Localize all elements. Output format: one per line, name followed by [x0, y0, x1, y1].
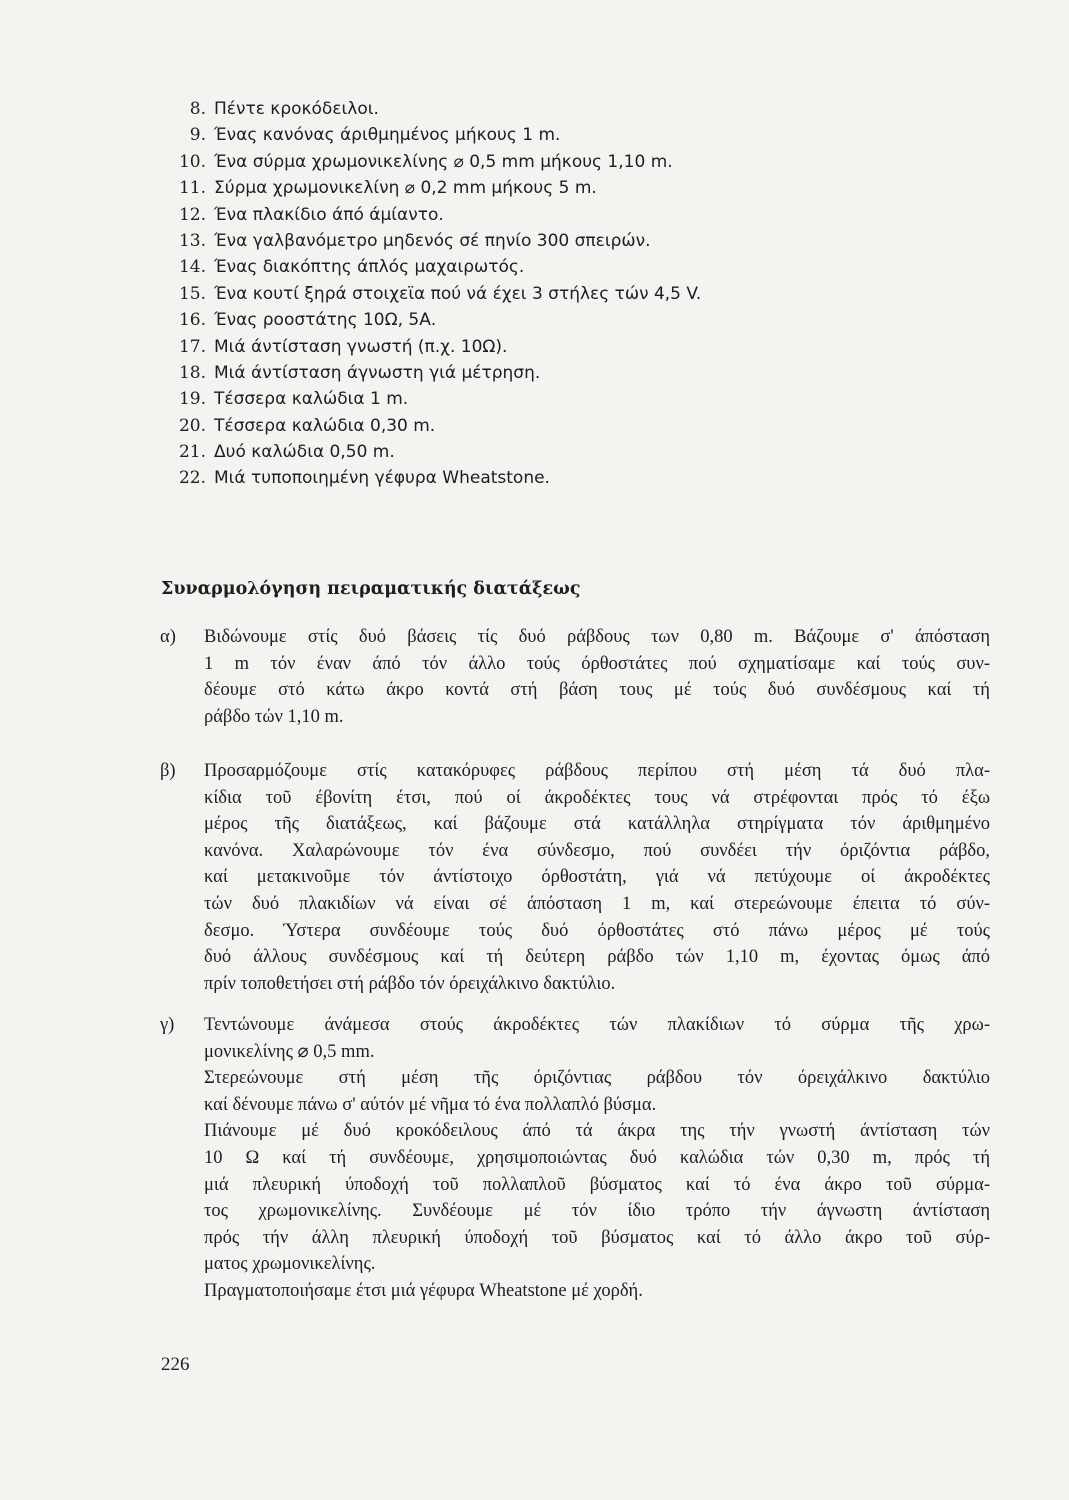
list-item-number: 14. — [178, 257, 206, 278]
list-item — [160, 386, 960, 412]
list-item-number: 8. — [189, 99, 206, 119]
text-line: 1 m τόν έναν άπό τόν άλλο τούς όρθοστάτες πού σχηματίσαμε καί τούς συν- — [204, 653, 990, 674]
section-heading: Συναρμολόγηση πειραματικής διατάξεως — [161, 579, 581, 599]
list-item-number: 12. — [178, 204, 206, 225]
list-item-text: Τέσσερα καλώδια 1 m. — [214, 389, 409, 410]
list-item-number: 10. — [178, 151, 206, 172]
text-line: Πιάνουμε μέ δυό κροκόδειλους άπό τά άκρα της τήν γνωστή άντίσταση τών — [204, 1121, 990, 1142]
text-line: μονικελίνης ⌀ 0,5 mm. — [204, 1041, 375, 1062]
text-line: Προσαρμόζουμε στίς κατακόρυφες ράβδους περίπου στή μέση τά δυό πλα- — [204, 761, 990, 781]
list-item-number: 13. — [178, 230, 206, 251]
list-item-number: 22. — [178, 468, 206, 489]
list-item — [160, 149, 960, 175]
list-item — [160, 413, 960, 439]
list-item — [160, 254, 960, 280]
assembly-step — [160, 1012, 990, 1305]
assembly-step — [160, 624, 990, 730]
step-marker: α) — [160, 627, 176, 647]
list-item — [160, 202, 960, 228]
list-item-number: 19. — [178, 389, 206, 410]
text-line: κίδια τοῦ έβονίτη έτσι, πού οί άκροδέκτες τους νά στρέφονται πρός τό έξω — [204, 787, 990, 808]
text-line: Τεντώνουμε άνάμεσα στούς άκροδέκτες τών πλακίδιων τό σύρμα τῆς χρω- — [204, 1015, 990, 1035]
page-number: 226 — [161, 1354, 190, 1375]
text-line: καί μετακινοῦμε τόν άντίστοιχο όρθοστάτη, γιά νά πετύχουμε οί άκροδέκτες — [204, 867, 990, 888]
text-line: Πραγματοποιήσαμε έτσι μιά γέφυρα Wheatstone μέ χορδή. — [204, 1280, 643, 1301]
list-item-text: Ένας κανόνας άριθμημένος μήκους 1 m. — [214, 125, 561, 146]
list-item-text: Δυό καλώδια 0,50 m. — [214, 442, 395, 463]
step-marker: β) — [160, 761, 176, 781]
step-marker: γ) — [160, 1015, 175, 1035]
text-line: ράβδο τών 1,10 m. — [204, 706, 344, 727]
list-item — [160, 122, 960, 148]
text-line: τος χρωμονικελίνης. Συνδέουμε μέ τόν ίδιο τρόπο τήν άγνωστη άντίσταση — [204, 1201, 990, 1222]
list-item — [160, 439, 960, 465]
list-item-number: 18. — [178, 362, 206, 383]
text-line: Στερεώνουμε στή μέση τῆς όριζόντιας ράβδου τόν όρειχάλκινο δακτύλιο — [204, 1068, 990, 1089]
list-item — [160, 96, 960, 122]
equipment-list — [160, 96, 960, 492]
text-line: Βιδώνουμε στίς δυό βάσεις τίς δυό ράβδους των 0,80 m. Βάζουμε σ' άπόσταση — [204, 627, 990, 647]
text-line: μέρος τῆς διατάξεως, καί βάζουμε στά κατάλληλα στηρίγματα τόν άριθμημένο — [204, 814, 990, 835]
list-item-number: 17. — [178, 336, 206, 357]
text-line: 10 Ω καί τή συνδέουμε, χρησιμοποιώντας δυό καλώδια τών 0,30 m, πρός τή — [204, 1147, 990, 1168]
list-item-number: 15. — [178, 283, 206, 304]
list-item-text: Μιά τυποποιημένη γέφυρα Wheatstone. — [214, 468, 550, 489]
text-line: δεσμο. Ύστερα συνδέουμε τούς δυό όρθοστάτες στό πάνω μέρος μέ τούς — [204, 920, 990, 941]
text-line: ματος χρωμονικελίνης. — [204, 1254, 376, 1275]
step-body — [204, 624, 990, 730]
list-item-text: Ένα πλακίδιο άπό άμίαντο. — [214, 204, 444, 225]
list-item — [160, 334, 960, 360]
step-body — [204, 1012, 990, 1305]
text-line: δέουμε στό κάτω άκρο κοντά στή βάση τους μέ τούς δυό συνδέσμους καί τή — [204, 680, 990, 701]
list-item-text: Ένας ροοστάτης 10Ω, 5Α. — [214, 310, 437, 331]
list-item — [160, 465, 960, 491]
text-line: τών δυό πλακιδίων νά είναι σέ άπόσταση 1 m, καί στερεώνουμε έπειτα τό σύν- — [204, 893, 990, 914]
list-item-text: Ένα σύρμα χρωμονικελίνης ⌀ 0,5 mm μήκους 1,10 m. — [214, 151, 673, 172]
list-item-number: 21. — [178, 442, 206, 463]
list-item — [160, 307, 960, 333]
list-item-number: 9. — [189, 125, 206, 146]
text-line: δυό άλλους συνδέσμους καί τή δεύτερη ράβδο τών 1,10 m, έχοντας όμως άπό — [204, 947, 990, 968]
list-item-text: Μιά άντίσταση γνωστή (π.χ. 10Ω). — [214, 336, 508, 357]
text-line: κανόνα. Χαλαρώνουμε τόν ένα σύνδεσμο, πού συνδέει τήν όριζόντια ράβδο, — [204, 840, 990, 861]
text-line: πρίν τοποθετήσει στή ράβδο τόν όρειχάλκινο δακτύλιο. — [204, 973, 616, 994]
list-item-text: Ένα γαλβανόμετρο μηδενός σέ πηνίο 300 σπειρών. — [214, 230, 651, 251]
text-line: πρός τήν άλλη πλευρική ύποδοχή τοῦ βύσματος καί τό άλλο άκρο τοῦ σύρ- — [204, 1227, 990, 1248]
list-item-text: Μιά άντίσταση άγνωστη γιά μέτρηση. — [214, 362, 541, 383]
list-item — [160, 175, 960, 201]
list-item — [160, 228, 960, 254]
list-item-text: Τέσσερα καλώδια 0,30 m. — [214, 415, 436, 436]
list-item-number: 20. — [178, 415, 206, 436]
text-line: καί δένουμε πάνω σ' αύτόν μέ νῆμα τό ένα πολλαπλό βύσμα. — [204, 1094, 657, 1115]
list-item-number: 16. — [178, 310, 206, 331]
list-item — [160, 281, 960, 307]
list-item-text: Πέντε κροκόδειλοι. — [214, 99, 379, 119]
step-body — [204, 758, 990, 997]
text-line: μιά πλευρική ύποδοχή τοῦ πολλαπλοῦ βύσματος καί τό ένα άκρο τοῦ σύρμα- — [204, 1174, 990, 1195]
list-item-number: 11. — [178, 178, 206, 199]
list-item — [160, 360, 960, 386]
assembly-step — [160, 758, 990, 997]
list-item-text: Ένα κουτί ξηρά στοιχεϊα πού νά έχει 3 στήλες τών 4,5 V. — [214, 283, 702, 304]
list-item-text: Σύρμα χρωμονικελίνη ⌀ 0,2 mm μήκους 5 m. — [214, 178, 597, 199]
list-item-text: Ένας διακόπτης άπλός μαχαιρωτός. — [214, 257, 525, 278]
